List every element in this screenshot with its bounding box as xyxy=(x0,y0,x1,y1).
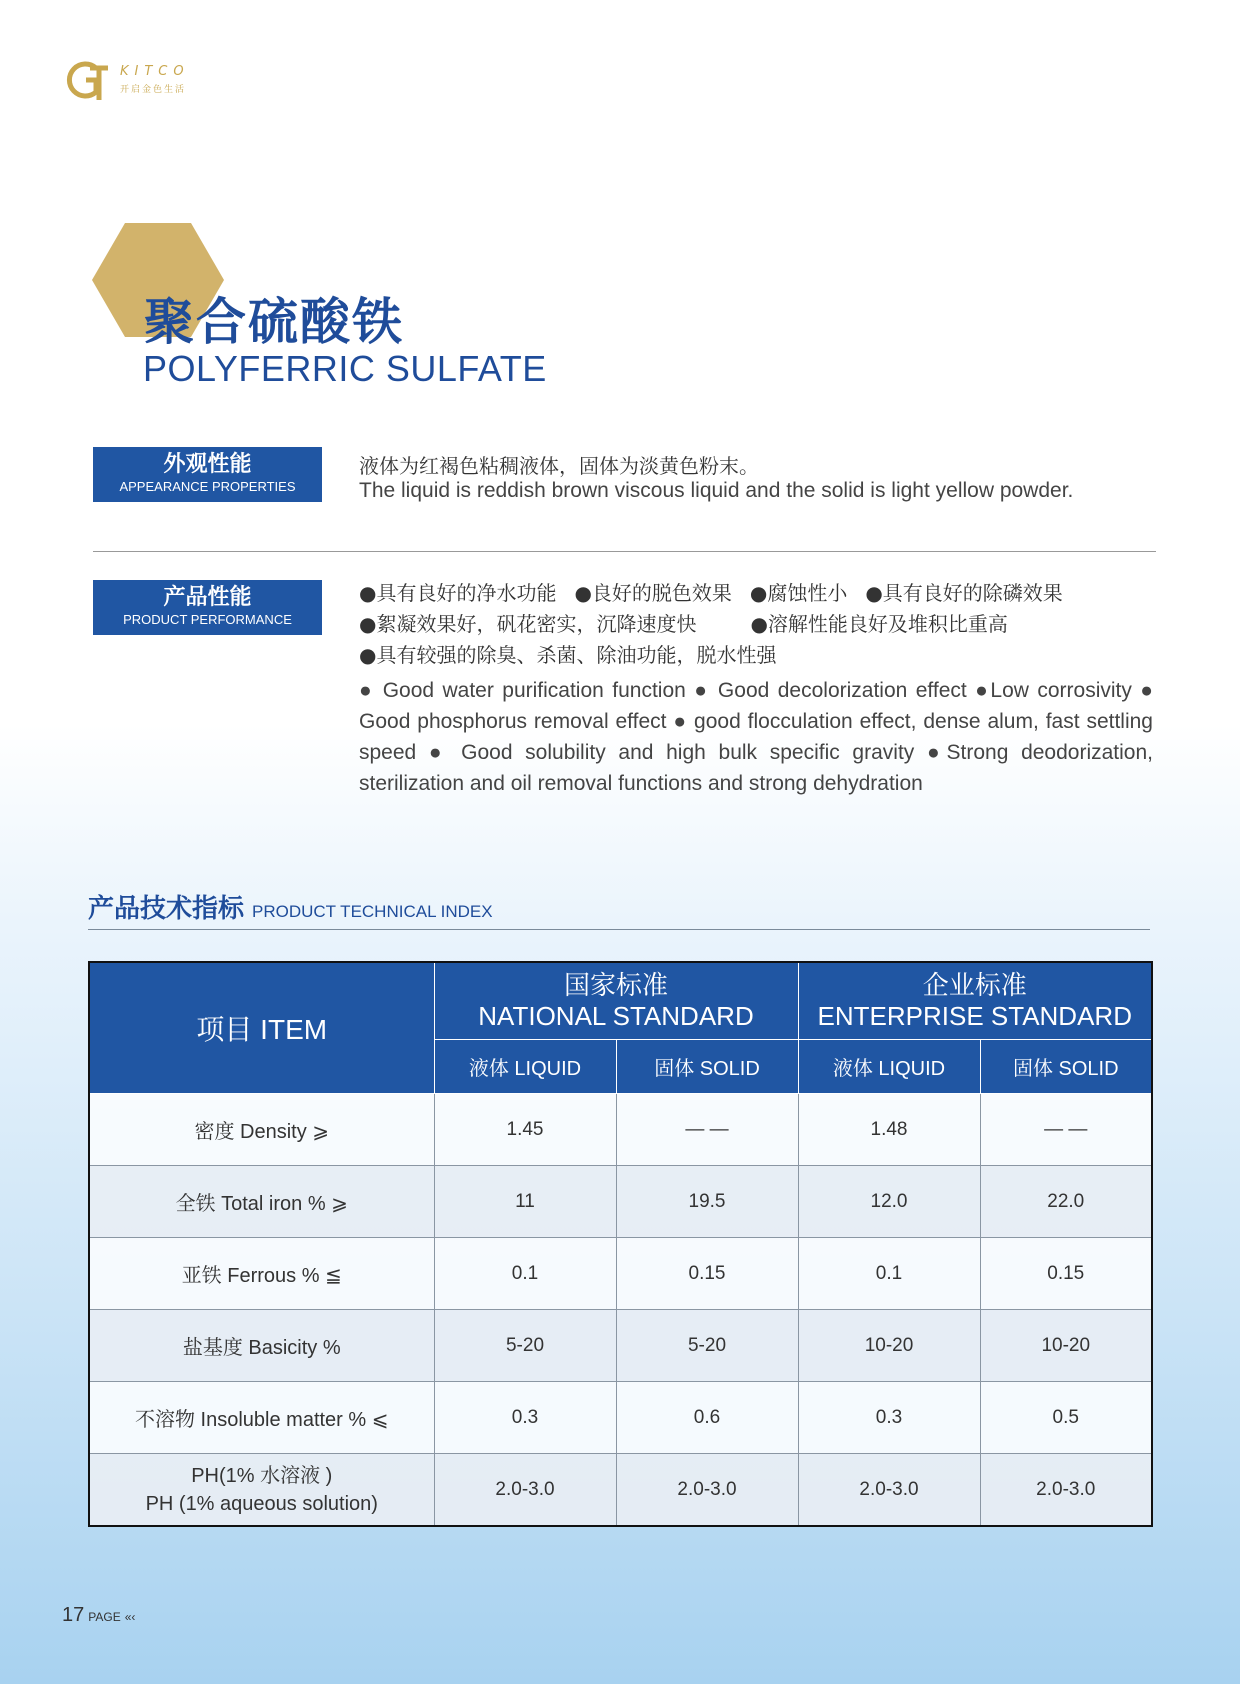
technical-index-table xyxy=(88,961,1153,1527)
header-enterprise-cn: 企业标准 xyxy=(922,970,1027,1000)
section-title-en: PRODUCT TECHNICAL INDEX xyxy=(252,902,493,921)
table-cell: 0.6 xyxy=(616,1382,798,1454)
table-cell: — — xyxy=(616,1094,798,1166)
header-sub: 固体 SOLID xyxy=(616,1040,798,1094)
appearance-tag-cn: 外观性能 xyxy=(163,452,252,477)
header-item: 项目 ITEM xyxy=(89,962,434,1094)
header-national xyxy=(434,962,798,1040)
header-national-en: NATIONAL STANDARD xyxy=(478,1001,754,1031)
brand-tagline: 开启金色生活 xyxy=(120,85,187,95)
table-cell: 10-20 xyxy=(798,1310,980,1382)
brand-name: KITCO xyxy=(120,64,190,79)
table-cell: — — xyxy=(980,1094,1152,1166)
table-row xyxy=(89,1382,1152,1454)
table-cell: 0.15 xyxy=(980,1238,1152,1310)
section-title-underline xyxy=(88,929,1150,930)
table-cell: 19.5 xyxy=(616,1166,798,1238)
table-cell: 0.3 xyxy=(434,1382,616,1454)
row-item: 亚铁 Ferrous % ≦ xyxy=(89,1238,434,1310)
table-cell: 1.45 xyxy=(434,1094,616,1166)
performance-tag-cn: 产品性能 xyxy=(163,585,252,610)
header-sub: 液体 LIQUID xyxy=(798,1040,980,1094)
product-title-en: POLYFERRIC SULFATE xyxy=(143,348,547,389)
performance-item: ●腐蚀性小 xyxy=(749,581,848,605)
table-cell: 2.0-3.0 xyxy=(434,1454,616,1527)
appearance-text-en: The liquid is reddish brown viscous liquid and the solid is light yellow powder. xyxy=(359,479,1074,502)
table-row xyxy=(89,1166,1152,1238)
table-cell: 1.48 xyxy=(798,1094,980,1166)
page-number xyxy=(62,1604,135,1627)
page-label: PAGE xyxy=(88,1610,121,1624)
page-number-value: 17 xyxy=(62,1604,85,1626)
table-cell: 12.0 xyxy=(798,1166,980,1238)
appearance-text-cn: 液体为红褐色粘稠液体，固体为淡黄色粉末。 xyxy=(359,454,759,478)
performance-text-en: ● Good water purification function ● Good decolorization effect ●Low corrosivity ● Good phosphorus removal effect ● good flocculation effect, dense alum, fast settling speed ● Good solubility and high bulk specific gravity ●Strong deodorization, sterilization and oil removal functions and strong dehydration xyxy=(359,679,1153,795)
table-cell: 0.1 xyxy=(798,1238,980,1310)
header-national-cn: 国家标准 xyxy=(563,970,668,1000)
table-cell: 10-20 xyxy=(980,1310,1152,1382)
header-enterprise xyxy=(798,962,1152,1040)
table-cell: 0.15 xyxy=(616,1238,798,1310)
table-cell: 0.5 xyxy=(980,1382,1152,1454)
table-cell: 2.0-3.0 xyxy=(980,1454,1152,1527)
section-title-cn: 产品技术指标 xyxy=(88,894,245,924)
performance-tag-en: PRODUCT PERFORMANCE xyxy=(123,612,292,627)
table-cell: 11 xyxy=(434,1166,616,1238)
performance-item: ●具有良好的除磷效果 xyxy=(865,581,1063,605)
performance-item: ●具有良好的净水功能 xyxy=(359,581,557,605)
appearance-tag xyxy=(93,447,322,502)
section-divider xyxy=(93,551,1156,552)
table-row xyxy=(89,1238,1152,1310)
table-cell: 22.0 xyxy=(980,1166,1152,1238)
row-item: 不溶物 Insoluble matter % ⩽ xyxy=(89,1382,434,1454)
table-cell: 0.3 xyxy=(798,1382,980,1454)
chevrons-left-icon: «‹ xyxy=(124,1610,136,1624)
performance-item: ●溶解性能良好及堆积比重高 xyxy=(750,612,1008,636)
table-row xyxy=(89,1310,1152,1382)
header-enterprise-en: ENTERPRISE STANDARD xyxy=(817,1001,1132,1031)
product-title-cn: 聚合硫酸铁 xyxy=(144,293,404,351)
row-item xyxy=(89,1454,434,1527)
row-item-line: PH(1% 水溶液 ) xyxy=(191,1464,333,1487)
section-title xyxy=(88,888,493,925)
brand-logo xyxy=(60,58,280,102)
table-row xyxy=(89,1094,1152,1166)
table-cell: 5-20 xyxy=(616,1310,798,1382)
kitco-logo-icon xyxy=(60,58,110,102)
row-item: 密度 Density ⩾ xyxy=(89,1094,434,1166)
performance-list-cn xyxy=(359,578,1169,671)
performance-item: ●絮凝效果好，矾花密实，沉降速度快 xyxy=(359,612,697,636)
performance-tag xyxy=(93,580,322,635)
row-item: 全铁 Total iron % ⩾ xyxy=(89,1166,434,1238)
appearance-tag-en: APPEARANCE PROPERTIES xyxy=(119,479,296,494)
performance-item: ●具有较强的除臭、杀菌、除油功能，脱水性强 xyxy=(359,643,777,667)
header-sub: 固体 SOLID xyxy=(980,1040,1152,1094)
table-row xyxy=(89,1454,1152,1527)
table-cell: 5-20 xyxy=(434,1310,616,1382)
table-cell: 0.1 xyxy=(434,1238,616,1310)
performance-item: ●良好的脱色效果 xyxy=(574,581,732,605)
row-item-line: PH (1% aqueous solution) xyxy=(145,1492,378,1515)
table-cell: 2.0-3.0 xyxy=(798,1454,980,1527)
row-item: 盐基度 Basicity % xyxy=(89,1310,434,1382)
table-cell: 2.0-3.0 xyxy=(616,1454,798,1527)
header-sub: 液体 LIQUID xyxy=(434,1040,616,1094)
